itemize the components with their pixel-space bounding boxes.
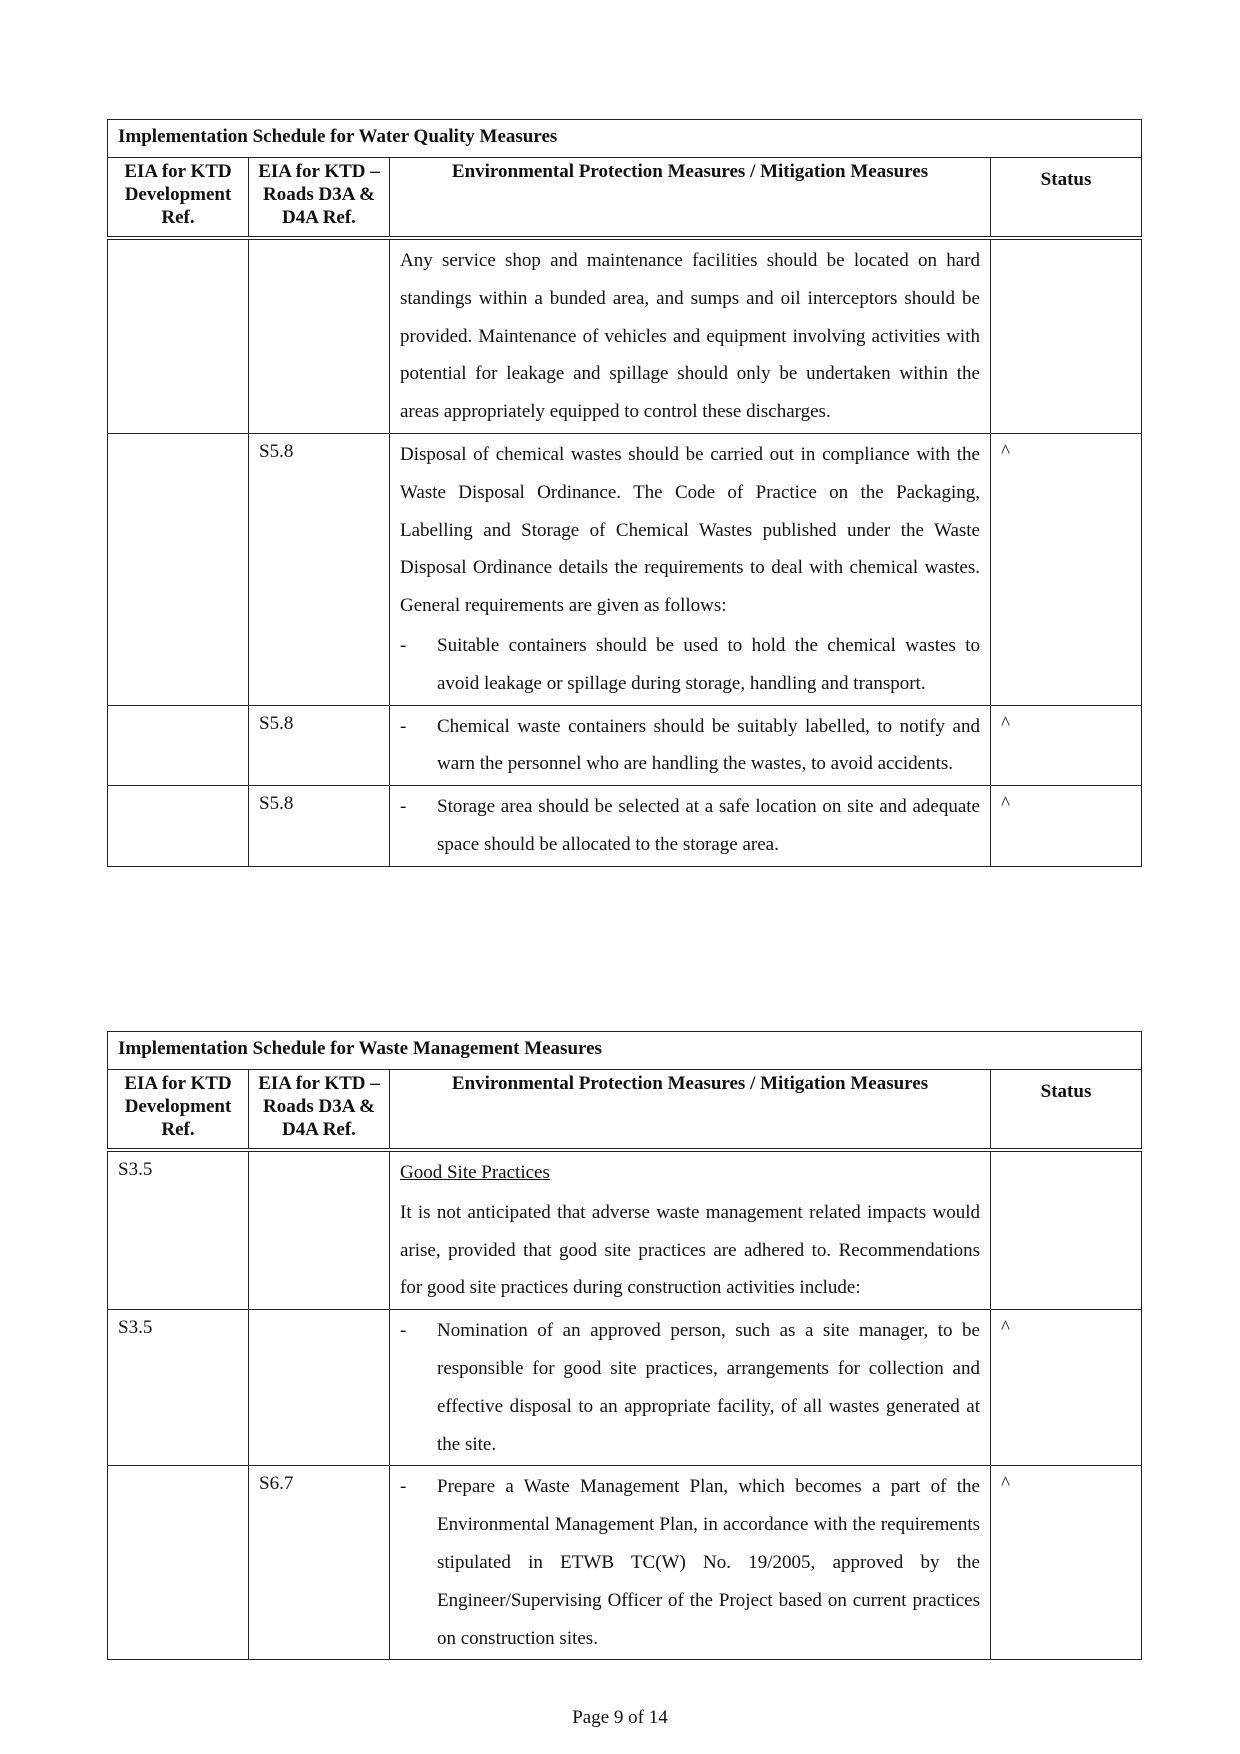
bullet-item: - Prepare a Waste Management Plan, which becomes a part of the Environmental Management Plan, in accordance with the requirements stipulated in ETWB TC(W) No. 19/2005, approved by the Engineer/Supervising Officer of the Project based on current practices on construction sites. (400, 1476, 980, 1649)
measure-text: It is not anticipated that adverse waste management related impacts would arise, provided that good site practices are adhered to. Recommendations for good site practices during construction activities include: (400, 1201, 980, 1299)
header-ktd-development-ref: EIA for KTD Development Ref. (108, 1070, 249, 1151)
header-status: Status (991, 158, 1142, 239)
table-header-row (108, 158, 1142, 239)
header-status: Status (991, 1070, 1142, 1151)
ref-roads-cell: S5.8 (249, 705, 390, 786)
header-roads-ref: EIA for KTD – Roads D3A & D4A Ref. (249, 1070, 390, 1151)
table-header-row (108, 1070, 1142, 1151)
ref-roads-cell: S5.8 (249, 786, 390, 867)
bullet-text: Suitable containers should be used to hold the chemical wastes to avoid leakage or spillage during storage, handling and transport. (437, 634, 980, 694)
table-title: Implementation Schedule for Waste Management Measures (108, 1032, 1142, 1070)
page-number: Page 9 of 14 (572, 1707, 668, 1728)
bullet-text: Nomination of an approved person, such as a site manager, to be responsible for good site practices, arrangements for collection and effective disposal to an appropriate facility, of all wastes generated at the site. (437, 1320, 980, 1455)
bullet-item: - Nomination of an approved person, such as a site manager, to be responsible for good site practices, arrangements for collection and effective disposal to an appropriate facility, of all wastes generated at the site. (400, 1320, 980, 1455)
header-measures: Environmental Protection Measures / Mitigation Measures (390, 1070, 991, 1151)
measure-cell (390, 1310, 991, 1466)
status-cell: ^ (991, 786, 1142, 867)
status-cell: ^ (991, 433, 1142, 705)
table-title-row (108, 1032, 1142, 1070)
ref-roads-cell: S6.7 (249, 1466, 390, 1660)
ref-ktd-cell (108, 433, 249, 705)
ref-ktd-cell (108, 705, 249, 786)
section-heading: Good Site Practices (400, 1162, 550, 1183)
table-title: Implementation Schedule for Water Quality Measures (108, 120, 1142, 158)
table-row (108, 238, 1142, 433)
measure-cell (390, 1466, 991, 1660)
ref-roads-cell (249, 238, 390, 433)
water-quality-table (107, 119, 1142, 867)
status-cell: ^ (991, 1466, 1142, 1660)
status-cell (991, 1150, 1142, 1310)
measure-text: Disposal of chemical wastes should be carried out in compliance with the Waste Disposal Ordinance. The Code of Practice on the Packaging, Labelling and Storage of Chemical Wastes published under the Waste Disposal Ordinance details the requirements to deal with chemical wastes. General requirements are given as follows: (400, 443, 980, 617)
table-title-row (108, 120, 1142, 158)
measure-cell (390, 705, 991, 786)
header-roads-ref: EIA for KTD – Roads D3A & D4A Ref. (249, 158, 390, 239)
table-row (108, 433, 1142, 705)
ref-roads-cell (249, 1310, 390, 1466)
status-cell (991, 238, 1142, 433)
bullet-text: Chemical waste containers should be suitably labelled, to notify and warn the personnel who are handling the wastes, to avoid accidents. (437, 715, 980, 775)
table-row (108, 1466, 1142, 1660)
bullet-item: - Suitable containers should be used to hold the chemical wastes to avoid leakage or spillage during storage, handling and transport. (400, 634, 980, 694)
ref-roads-cell: S5.8 (249, 433, 390, 705)
ref-ktd-cell (108, 1466, 249, 1660)
table-row (108, 1150, 1142, 1310)
bullet-text: Prepare a Waste Management Plan, which becomes a part of the Environmental Management Plan, in accordance with the requirements stipulated in ETWB TC(W) No. 19/2005, approved by the Engineer/Supervising Officer of the Project based on current practices on construction sites. (437, 1476, 980, 1649)
measure-cell (390, 433, 991, 705)
measure-cell (390, 238, 991, 433)
measure-cell (390, 786, 991, 867)
bullet-text: Storage area should be selected at a safe location on site and adequate space should be allocated to the storage area. (437, 796, 980, 855)
status-cell: ^ (991, 1310, 1142, 1466)
ref-ktd-cell: S3.5 (108, 1150, 249, 1310)
table-row (108, 705, 1142, 786)
table-row (108, 1310, 1142, 1466)
bullet-item: - Chemical waste containers should be suitably labelled, to notify and warn the personnel who are handling the wastes, to avoid accidents. (400, 715, 980, 775)
ref-ktd-cell (108, 238, 249, 433)
header-ktd-development-ref: EIA for KTD Development Ref. (108, 158, 249, 239)
ref-roads-cell (249, 1150, 390, 1310)
status-cell: ^ (991, 705, 1142, 786)
table-row (108, 786, 1142, 867)
header-measures: Environmental Protection Measures / Mitigation Measures (390, 158, 991, 239)
ref-ktd-cell: S3.5 (108, 1310, 249, 1466)
measure-cell (390, 1150, 991, 1310)
bullet-item: - Storage area should be selected at a safe location on site and adequate space should be allocated to the storage area. (400, 796, 980, 855)
waste-management-table (107, 1031, 1142, 1660)
ref-ktd-cell (108, 786, 249, 867)
measure-text: Any service shop and maintenance facilities should be located on hard standings within a bunded area, and sumps and oil interceptors should be provided. Maintenance of vehicles and equipment involving activities with potential for leakage and spillage should only be undertaken within the areas appropriately equipped to control these discharges. (400, 250, 980, 423)
